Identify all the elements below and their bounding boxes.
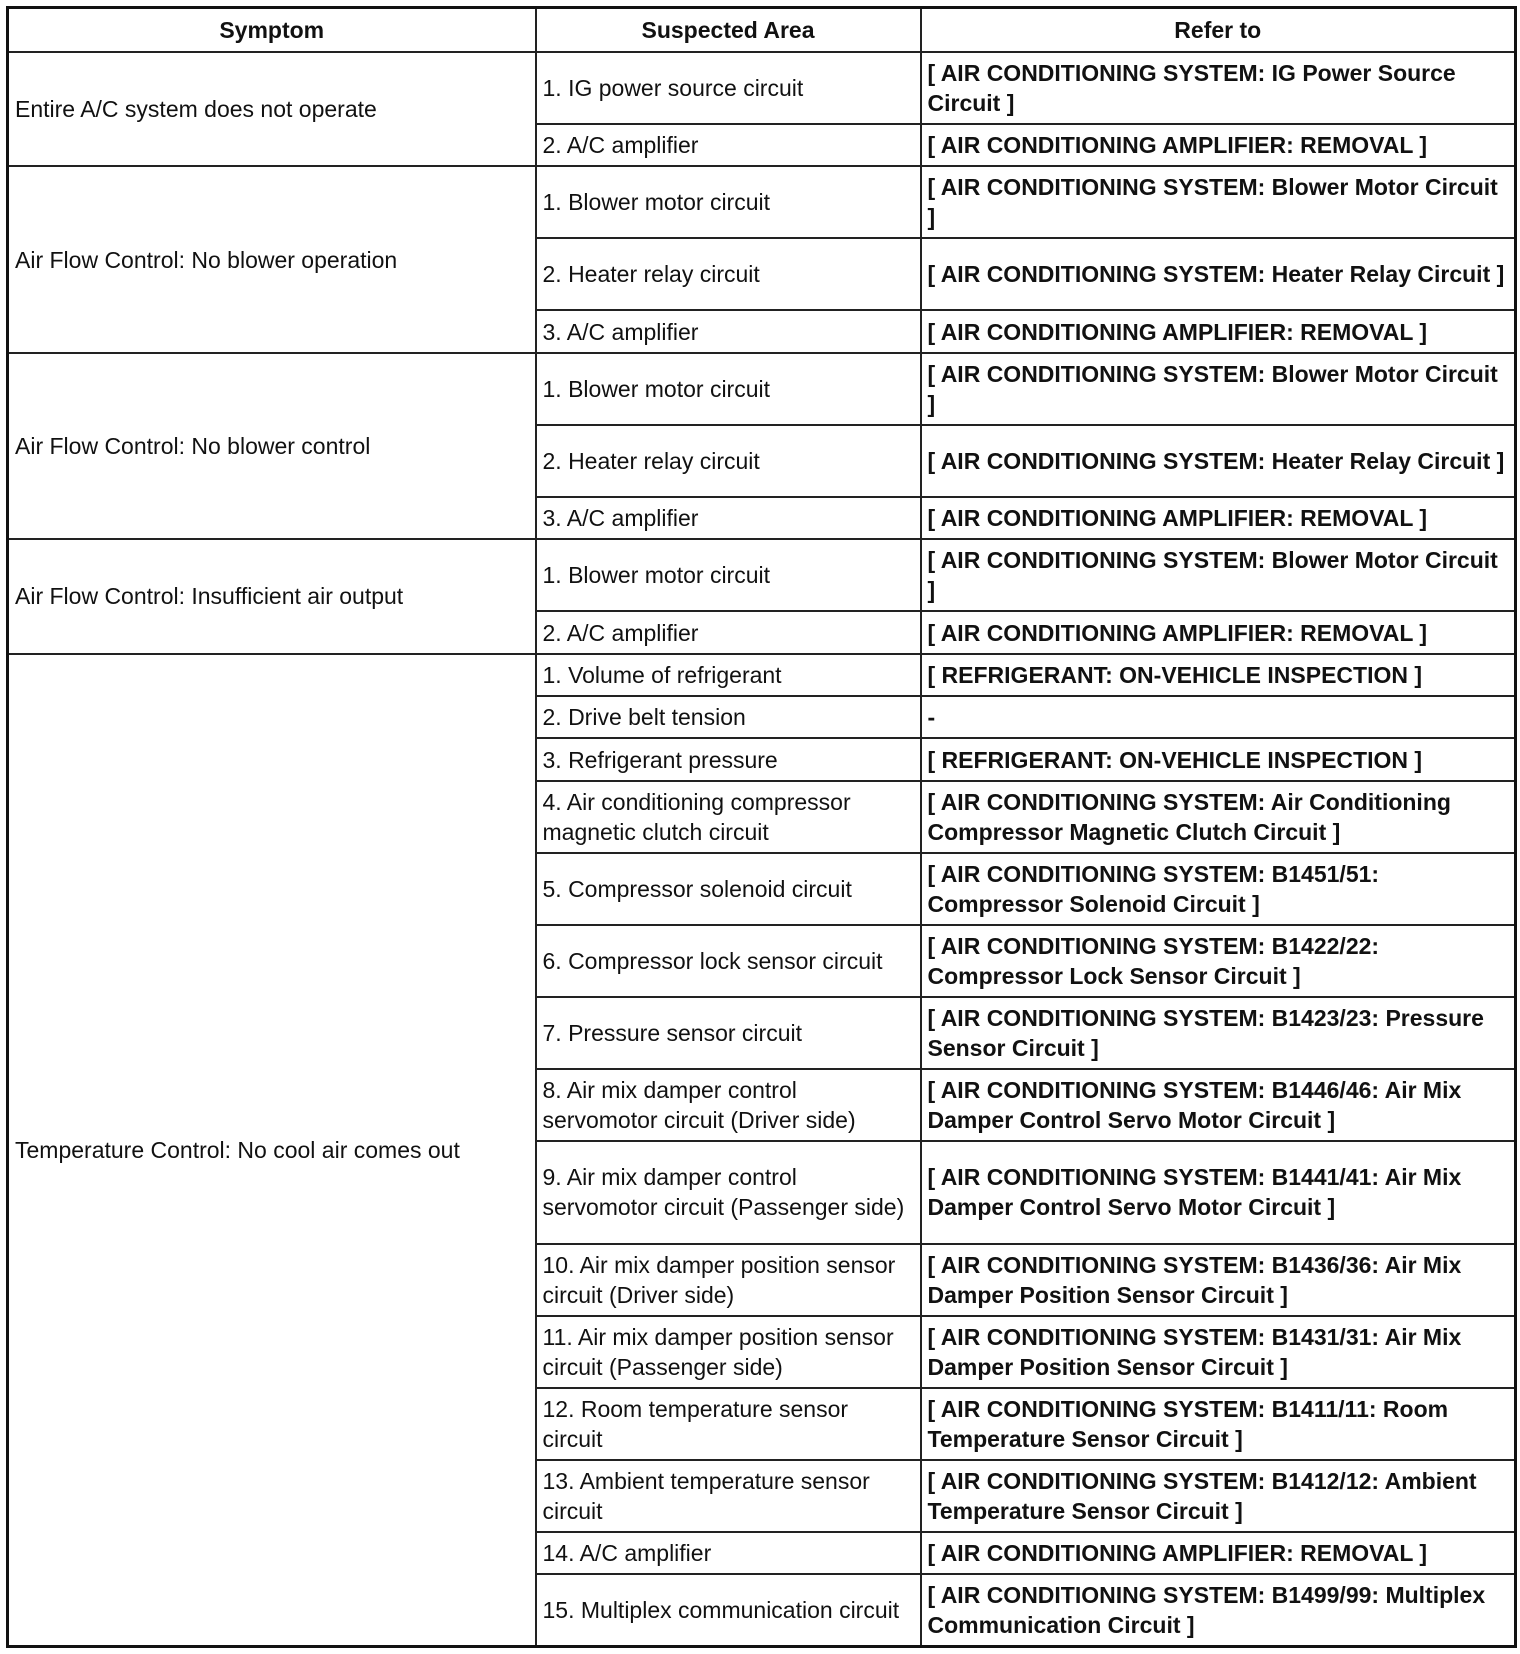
refer-to-cell: [ AIR CONDITIONING SYSTEM: B1411/11: Room Temperature Sensor Circuit ] (921, 1388, 1516, 1460)
refer-to-cell: [ AIR CONDITIONING AMPLIFIER: REMOVAL ] (921, 124, 1516, 166)
refer-to-cell: [ AIR CONDITIONING SYSTEM: Heater Relay Circuit ] (921, 425, 1516, 497)
suspected-area-cell: 2. Heater relay circuit (536, 425, 921, 497)
suspected-area-cell: 3. A/C amplifier (536, 497, 921, 539)
refer-to-cell: [ AIR CONDITIONING SYSTEM: B1499/99: Multiplex Communication Circuit ] (921, 1574, 1516, 1646)
refer-to-cell: [ AIR CONDITIONING SYSTEM: Heater Relay Circuit ] (921, 238, 1516, 310)
refer-to-cell: [ AIR CONDITIONING AMPLIFIER: REMOVAL ] (921, 611, 1516, 653)
suspected-area-cell: 2. A/C amplifier (536, 124, 921, 166)
suspected-area-cell: 1. Volume of refrigerant (536, 654, 921, 696)
refer-to-cell: [ AIR CONDITIONING SYSTEM: B1436/36: Air Mix Damper Position Sensor Circuit ] (921, 1244, 1516, 1316)
suspected-area-cell: 3. Refrigerant pressure (536, 738, 921, 780)
suspected-area-cell: 9. Air mix damper control servomotor circuit (Passenger side) (536, 1141, 921, 1244)
suspected-area-cell: 4. Air conditioning compressor magnetic clutch circuit (536, 781, 921, 853)
table-row (8, 654, 1516, 696)
table-row (8, 539, 1516, 611)
symptom-cell: Air Flow Control: No blower operation (8, 166, 536, 352)
refer-to-cell: - (921, 696, 1516, 738)
suspected-area-cell: 8. Air mix damper control servomotor circuit (Driver side) (536, 1069, 921, 1141)
symptom-cell: Temperature Control: No cool air comes out (8, 654, 536, 1647)
refer-to-cell: [ AIR CONDITIONING SYSTEM: B1441/41: Air Mix Damper Control Servo Motor Circuit ] (921, 1141, 1516, 1244)
refer-to-cell: [ REFRIGERANT: ON-VEHICLE INSPECTION ] (921, 654, 1516, 696)
suspected-area-cell: 1. Blower motor circuit (536, 166, 921, 238)
refer-to-cell: [ AIR CONDITIONING SYSTEM: IG Power Source Circuit ] (921, 52, 1516, 124)
suspected-area-cell: 2. A/C amplifier (536, 611, 921, 653)
refer-to-cell: [ AIR CONDITIONING SYSTEM: Blower Motor Circuit ] (921, 166, 1516, 238)
suspected-area-cell: 6. Compressor lock sensor circuit (536, 925, 921, 997)
refer-to-cell: [ AIR CONDITIONING AMPLIFIER: REMOVAL ] (921, 310, 1516, 352)
refer-to-cell: [ AIR CONDITIONING AMPLIFIER: REMOVAL ] (921, 1532, 1516, 1574)
refer-to-cell: [ AIR CONDITIONING SYSTEM: Blower Motor Circuit ] (921, 539, 1516, 611)
symptom-table (6, 6, 1517, 1648)
suspected-area-cell: 13. Ambient temperature sensor circuit (536, 1460, 921, 1532)
refer-to-cell: [ AIR CONDITIONING SYSTEM: B1412/12: Ambient Temperature Sensor Circuit ] (921, 1460, 1516, 1532)
document-sheet (6, 6, 1514, 1648)
header-row (8, 8, 1516, 53)
symptom-cell: Air Flow Control: No blower control (8, 353, 536, 539)
suspected-area-cell: 7. Pressure sensor circuit (536, 997, 921, 1069)
refer-to-cell: [ AIR CONDITIONING AMPLIFIER: REMOVAL ] (921, 497, 1516, 539)
suspected-area-cell: 2. Heater relay circuit (536, 238, 921, 310)
suspected-area-cell: 12. Room temperature sensor circuit (536, 1388, 921, 1460)
table-row (8, 166, 1516, 238)
suspected-area-cell: 14. A/C amplifier (536, 1532, 921, 1574)
refer-to-cell: [ AIR CONDITIONING SYSTEM: B1423/23: Pressure Sensor Circuit ] (921, 997, 1516, 1069)
table-row (8, 353, 1516, 425)
symptom-cell: Entire A/C system does not operate (8, 52, 536, 166)
suspected-area-cell: 5. Compressor solenoid circuit (536, 853, 921, 925)
refer-to-cell: [ AIR CONDITIONING SYSTEM: Air Conditioning Compressor Magnetic Clutch Circuit ] (921, 781, 1516, 853)
suspected-area-cell: 1. Blower motor circuit (536, 539, 921, 611)
suspected-area-cell: 15. Multiplex communication circuit (536, 1574, 921, 1646)
refer-to-cell: [ AIR CONDITIONING SYSTEM: B1422/22: Compressor Lock Sensor Circuit ] (921, 925, 1516, 997)
refer-to-cell: [ AIR CONDITIONING SYSTEM: B1446/46: Air Mix Damper Control Servo Motor Circuit ] (921, 1069, 1516, 1141)
suspected-area-cell: 3. A/C amplifier (536, 310, 921, 352)
header-refer-to: Refer to (921, 8, 1516, 53)
symptom-cell: Air Flow Control: Insufficient air output (8, 539, 536, 653)
refer-to-cell: [ AIR CONDITIONING SYSTEM: B1451/51: Compressor Solenoid Circuit ] (921, 853, 1516, 925)
suspected-area-cell: 1. IG power source circuit (536, 52, 921, 124)
suspected-area-cell: 10. Air mix damper position sensor circuit (Driver side) (536, 1244, 921, 1316)
refer-to-cell: [ REFRIGERANT: ON-VEHICLE INSPECTION ] (921, 738, 1516, 780)
header-suspected-area: Suspected Area (536, 8, 921, 53)
suspected-area-cell: 1. Blower motor circuit (536, 353, 921, 425)
header-symptom: Symptom (8, 8, 536, 53)
table-row (8, 52, 1516, 124)
refer-to-cell: [ AIR CONDITIONING SYSTEM: Blower Motor Circuit ] (921, 353, 1516, 425)
refer-to-cell: [ AIR CONDITIONING SYSTEM: B1431/31: Air Mix Damper Position Sensor Circuit ] (921, 1316, 1516, 1388)
suspected-area-cell: 2. Drive belt tension (536, 696, 921, 738)
suspected-area-cell: 11. Air mix damper position sensor circuit (Passenger side) (536, 1316, 921, 1388)
